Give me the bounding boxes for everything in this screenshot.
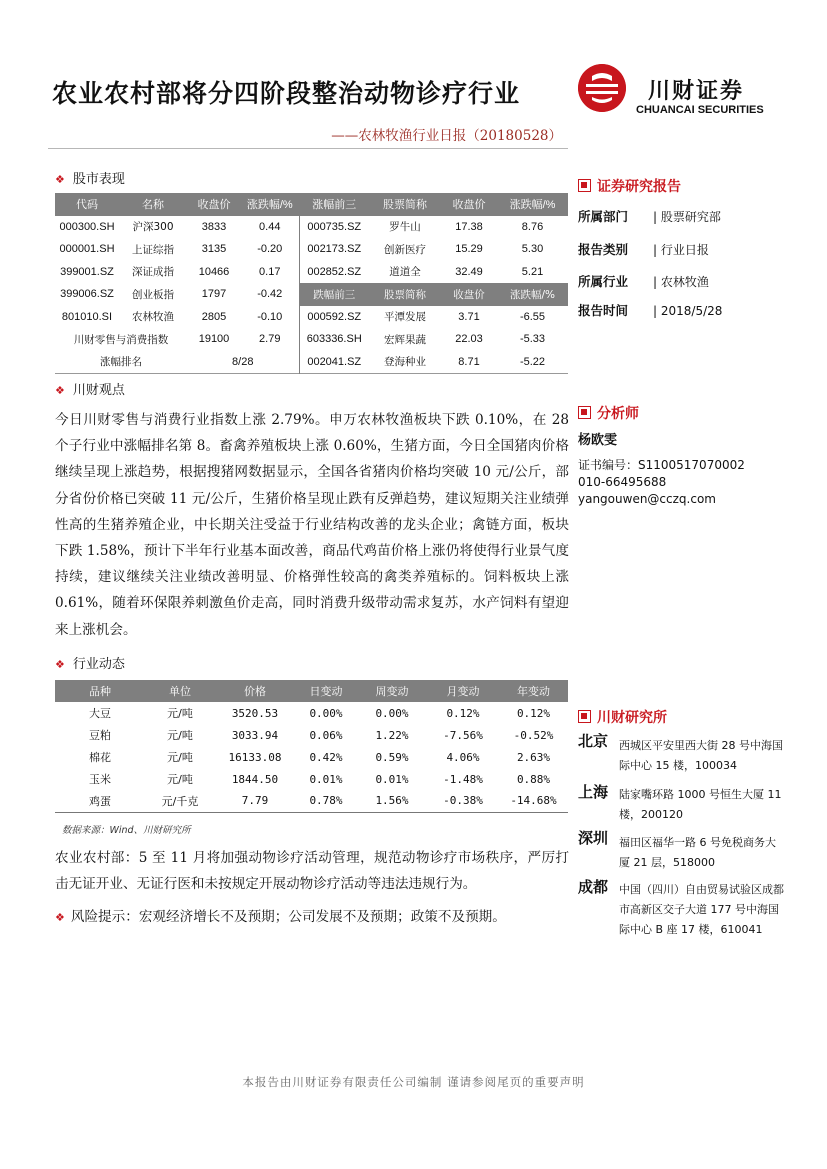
- office-city-shanghai: 上海: [578, 783, 609, 801]
- table-row: 涨幅排名 8/28 002041.SZ 登海种业 8.71 -5.22: [55, 351, 568, 374]
- report-info-heading: 证券研究报告: [578, 176, 681, 196]
- table-row: 801010.SI 农林牧渔 2805 -0.10 000592.SZ 平潭发展 3.71 -6.55: [55, 306, 568, 329]
- office-address-shenzhen: 福田区福华一路 6 号免税商务大厦 21 层，518000: [619, 836, 776, 869]
- table-row: 大豆 元/吨 3520.53 0.00% 0.00% 0.12% 0.12%: [89, 706, 551, 720]
- logo-name: 川财证券: [648, 79, 745, 104]
- analyst-cert: 证书编号：S1100517070002: [578, 458, 745, 472]
- info-row-department: 所属部门 | 股票研究部: [578, 209, 721, 224]
- report-subtitle: ——农林牧渔行业日报（20180528）: [331, 128, 562, 144]
- title-divider: [48, 148, 568, 149]
- analyst-email[interactable]: yangouwen@cczq.com: [578, 492, 716, 506]
- square-bullet-icon: [578, 179, 591, 192]
- diamond-bullet-icon: ❖: [55, 911, 65, 924]
- institute-heading: 川财研究所: [578, 707, 667, 727]
- market-heading: ❖ 股市表现: [55, 172, 125, 187]
- office-address-shanghai: 陆家嘴环路 1000 号恒生大厦 11 楼，200120: [619, 788, 782, 821]
- view-paragraph: 今日川财零售与消费行业指数上涨 2.79%。申万农林牧渔板块下跌 0.10%，在 28 个子行业中涨幅排名第 8。畜禽养殖板块上涨 0.60%，生猪方面，今日全国猪肉价格继续呈现上涨趋势，根据搜猪网数据显示，全国各省猪肉价格均突破 10 元/公斤，部分省份价格已突破 11 元/公斤，生猪价格呈现止跌有反弹趋势，建议短期关注业绩弹性高的生猪养殖企业，中长期关注受益于行业结构改善的龙头企业；禽链方面，板块下跌 1.58%，预计下半年行业基本面改善，商品代鸡苗价格上涨仍将使得行业景气度持续，建议继续关注业绩改善明显、价格弹性较高的禽类养殖标的。饲料板块上涨 0.61%，随着环保限养刺激鱼价走高，同时消费升级带动需求复苏，水产饲料有望迎来上涨机会。: [55, 412, 569, 638]
- table-row: 399006.SZ 创业板指 1797 -0.42 跌幅前三 股票简称 收盘价 涨跌幅/%: [55, 283, 568, 306]
- office-city-chengdu: 成都: [578, 878, 609, 896]
- table-row: 棉花 元/吨 16133.08 0.42% 0.59% 4.06% 2.63%: [89, 750, 551, 764]
- office-city-shenzhen: 深圳: [578, 829, 609, 847]
- table-row: 川财零售与消费指数 19100 2.79 603336.SH 宏辉果蔬 22.03 -5.33: [55, 328, 568, 351]
- company-logo: [578, 64, 778, 120]
- diamond-bullet-icon: ❖: [55, 173, 65, 186]
- office-address-chengdu: 中国（四川）自由贸易试验区成都市高新区交子大道 177 号中海国际中心 B 座 17 楼，610041: [619, 883, 784, 936]
- office-address-beijing: 西城区平安里西大街 28 号中海国际中心 15 楼，100034: [619, 739, 783, 772]
- page-footer: 本报告由川财证券有限责任公司编制 谨请参阅尾页的重要声明: [242, 1075, 585, 1089]
- analyst-phone: 010-66495688: [578, 475, 667, 489]
- square-bullet-icon: [578, 406, 591, 419]
- analyst-name: 杨欧雯: [578, 433, 618, 448]
- table-row: 鸡蛋 元/千克 7.79 0.78% 1.56% -0.38% -14.68%: [55, 790, 568, 812]
- table-row: 000300.SH 沪深300 3833 0.44 000735.SZ 罗牛山 17.38 8.76: [55, 216, 568, 239]
- info-row-category: 报告类别 | 行业日报: [578, 242, 709, 257]
- logo-mark-icon: [578, 64, 626, 112]
- info-row-industry: 所属行业 | 农林牧渔: [578, 274, 709, 289]
- commodity-table-header: 品种 单位 价格 日变动 周变动 月变动 年变动: [55, 680, 568, 702]
- table-row: 399001.SZ 深证成指 10466 0.17 002852.SZ 道道全 32.49 5.21: [55, 261, 568, 284]
- report-title: 农业农村部将分四阶段整治动物诊疗行业: [52, 79, 521, 108]
- square-bullet-icon: [578, 710, 591, 723]
- diamond-bullet-icon: ❖: [55, 658, 65, 671]
- info-row-date: 报告时间 | 2018/5/28: [578, 303, 723, 318]
- logo-english-name: CHUANCAI SECURITIES: [636, 104, 764, 116]
- industry-heading: ❖ 行业动态: [55, 657, 125, 672]
- commodity-table: [55, 680, 568, 813]
- analyst-heading: 分析师: [578, 403, 639, 423]
- data-source-note: 数据来源：Wind、川财研究所: [62, 825, 191, 836]
- risk-warning: ❖ 风险提示：宏观经济增长不及预期；公司发展不及预期；政策不及预期。: [55, 909, 506, 925]
- news-paragraph: 农业农村部：5 至 11 月将加强动物诊疗活动管理，规范动物诊疗市场秩序，严厉打击无证开业、无证行医和未按规定开展动物诊疗活动等违法违规行为。: [55, 850, 569, 892]
- market-table: [55, 193, 568, 374]
- office-city-beijing: 北京: [578, 732, 609, 750]
- view-heading: ❖ 川财观点: [55, 383, 125, 398]
- table-row: 豆粕 元/吨 3033.94 0.06% 1.22% -7.56% -0.52%: [89, 728, 554, 742]
- table-row: 000001.SH 上证综指 3135 -0.20 002173.SZ 创新医疗 15.29 5.30: [55, 238, 568, 261]
- diamond-bullet-icon: ❖: [55, 384, 65, 397]
- analyst-block: [578, 432, 745, 508]
- market-table-header: 代码 名称 收盘价 涨跌幅/% 涨幅前三 股票简称 收盘价 涨跌幅/%: [55, 193, 568, 216]
- table-row: 玉米 元/吨 1844.50 0.01% 0.01% -1.48% 0.88%: [89, 772, 551, 786]
